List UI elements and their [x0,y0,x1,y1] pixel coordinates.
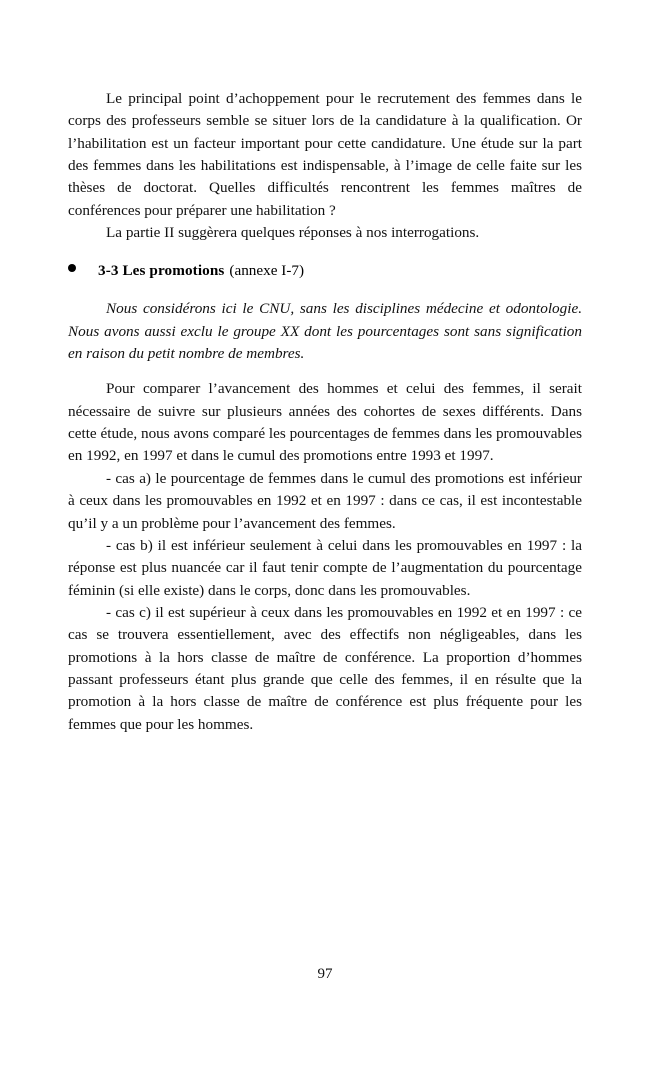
spacer [68,365,582,378]
paragraph-case-c: - cas c) il est supérieur à ceux dans les promouvables en 1992 et en 1997 : ce cas se trouvera essentiellement, avec des effectifs non négligeables, dans les promotions à la hors classe de maître de conférence. La proportion d’hommes passant professeurs étant plus grande que celle des femmes, il en résulte que la promotion à la hors classe de maître de conférence est plus fréquente pour les femmes que pour les hommes. [68,603,582,733]
paragraph-italic-note: Nous considérons ici le CNU, sans les disciplines médecine et odontologie. Nous avons aussi exclu le groupe XX dont les pourcentages sont sans signification en raison du petit nombre de membres. [68,300,582,363]
section-annex-reference: (annexe I-7) [229,262,305,280]
italic-note-block [68,298,582,365]
paragraph-part-two: La partie II suggèrera quelques réponses à nos interrogations. [106,224,480,242]
spacer [68,244,582,262]
bullet-point-icon [68,264,76,272]
section-title: 3-3 Les promotions [98,262,225,280]
section-heading-text [98,262,304,280]
spacer [68,280,582,298]
page-content [68,88,582,736]
paragraph-comparison: Pour comparer l’avancement des hommes et celui des femmes, il serait nécessaire de suivre sur plusieurs années des cohortes de sexes différents. Dans cette étude, nous avons comparé les pourcentages de femmes dans les promouvables en 1992, en 1997 et dans le cumul des promotions entre 1993 et 1997. [68,380,582,465]
paragraph-intro: Le principal point d’achoppement pour le recrutement des femmes dans le corps des professeurs semble se situer lors de la candidature à la qualification. Or l’habilitation est un facteur important pour cette candidature. Une étude sur la part des femmes dans les habilitations est indispensable, à l’image de celle faite sur les thèses de doctorat. Quelles difficultés rencontrent les femmes maîtres de conférences pour préparer une habilitation ? [68,90,582,219]
paragraph-case-b: - cas b) il est inférieur seulement à celui dans les promouvables en 1997 : la réponse est plus nuancée car il faut tenir compte de l’augmentation du pourcentage féminin (si elle existe) dans le corps, donc dans les promouvables. [68,536,582,599]
paragraph-case-a: - cas a) le pourcentage de femmes dans le cumul des promotions est inférieur à ceux dans les promouvables en 1992 et en 1997 : dans ce cas, il est incontestable qu’il y a un problème pour l’avancement des femmes. [68,469,582,532]
section-heading-promotions [68,262,582,280]
page-number: 97 [317,966,333,982]
